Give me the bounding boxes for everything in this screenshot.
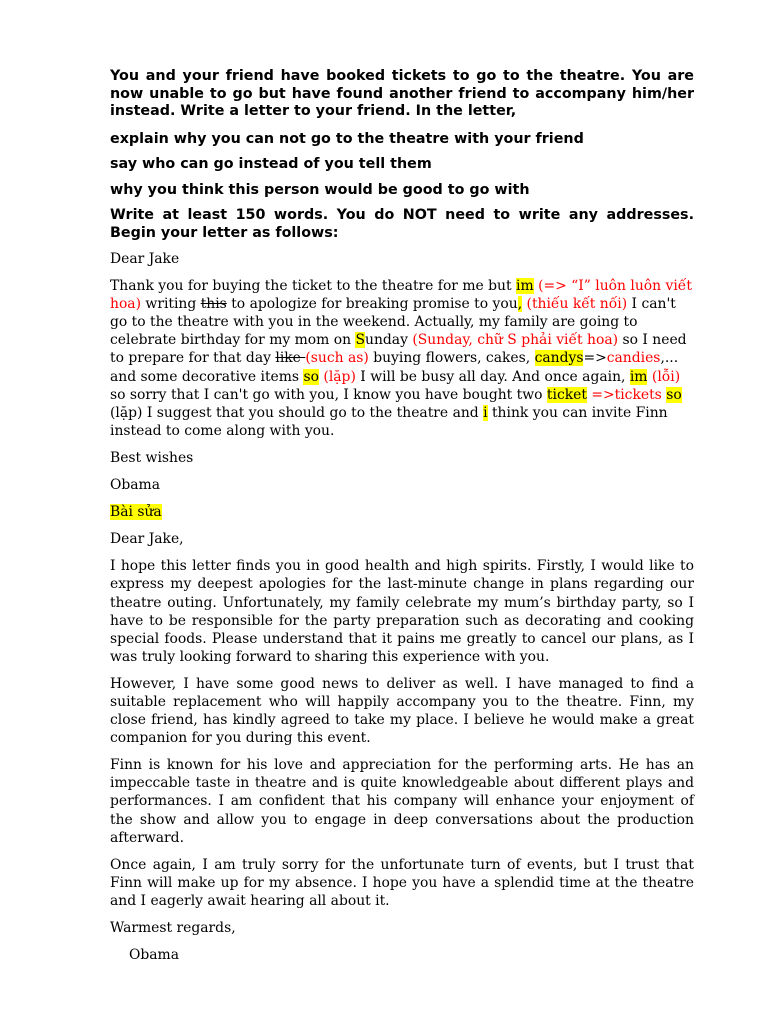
correction-heading-label: Bài sửa xyxy=(110,504,162,521)
correction-note: candies xyxy=(606,350,661,367)
task-point-3: why you think this person would be good to go with xyxy=(110,181,530,198)
task-point-1: explain why you can not go to the theatre with your friend xyxy=(110,130,584,147)
corrected-paragraph-1: I hope this letter finds you in good health and high spirits. Firstly, I would like to express my deepest apologies for the last-minute change in plans regarding our theatre outing. Unfortunately, my family celebrate my mum’s birthday party, so I have to be responsible for the party preparation such as decorating and cooking special foods. Please understand that it pains me greatly to cancel our plans, as I was truly looking forward to sharing this experience with you. xyxy=(110,558,694,665)
error-highlight: im xyxy=(516,278,534,295)
corrected-closing: Warmest regards, xyxy=(110,920,236,936)
document-page xyxy=(110,68,694,973)
struck-word: this xyxy=(200,296,227,313)
task-instruction: Write at least 150 words. You do NOT need to write any addresses. Begin your letter as follows: xyxy=(110,207,694,241)
text-run: to apologize for breaking promise to you xyxy=(226,296,518,313)
error-highlight: , xyxy=(517,296,523,313)
original-greeting: Dear Jake xyxy=(110,251,180,267)
corrected-greeting: Dear Jake, xyxy=(110,531,184,548)
original-letter-body xyxy=(110,277,694,440)
text-run: => xyxy=(583,350,607,367)
error-highlight: i xyxy=(483,404,488,421)
correction-note: (lỗi) xyxy=(651,368,681,385)
struck-word: like xyxy=(275,350,306,367)
corrected-signature: Obama xyxy=(129,947,180,964)
text-run: I can't go to the theatre with you in the weekend. Actually, my family are going to celebrate birthday for my mom on xyxy=(110,296,676,349)
original-closing: Best wishes xyxy=(110,449,194,466)
text-run: so sorry that I can't go with you, I know you have bought two xyxy=(110,386,547,403)
error-highlight: so xyxy=(666,386,682,403)
text-run: ,... and some decorative items xyxy=(110,350,679,385)
corrected-paragraph-3: Finn is known for his love and appreciation for the performing arts. He has an impeccable taste in theatre and is quite knowledgeable about different plays and performances. I am confident that his company will enhance your enjoyment of the show and allow you to engage in deep conversations about the production afterward. xyxy=(110,757,694,846)
text-run: buying flowers, cakes, xyxy=(368,350,535,367)
error-highlight: candys xyxy=(534,350,584,367)
correction-heading xyxy=(110,503,694,521)
correction-note: (lặp) xyxy=(323,368,356,385)
text-run: writing xyxy=(141,296,201,313)
text-run: I will be busy all day. And once again, xyxy=(355,368,630,385)
error-highlight: so xyxy=(303,368,319,385)
task-prompt: You and your friend have booked tickets to go to the theatre. You are now unable to go but have found another friend to accompany him/her instead. Write a letter to your friend. In the letter, xyxy=(110,68,694,119)
text-run: think you can invite Finn instead to come along with you. xyxy=(110,404,668,439)
correction-note: (thiếu kết nối) xyxy=(526,296,628,313)
correction-note: (Sunday, chữ S phải viết hoa) xyxy=(412,332,619,349)
corrected-paragraph-4: Once again, I am truly sorry for the unfortunate turn of events, but I trust that Finn will make up for my absence. I hope you have a splendid time at the theatre and I eagerly await hearing all about it. xyxy=(110,856,694,909)
error-highlight: ticket xyxy=(546,386,587,403)
correction-note: =>tickets xyxy=(591,386,662,403)
text-run: Thank you for buying the ticket to the theatre for me but xyxy=(110,278,517,295)
original-signature: Obama xyxy=(110,477,161,494)
corrected-paragraph-2: However, I have some good news to deliver as well. I have managed to find a suitable replacement who will happily accompany you to the theatre. Finn, my close friend, has kindly agreed to take my place. I believe he would make a great companion for you during this event. xyxy=(110,675,694,747)
correction-note: (such as) xyxy=(305,350,369,367)
text-run: unday xyxy=(365,332,413,349)
text-run: so I need to prepare for that day xyxy=(110,332,687,367)
task-point-2: say who can go instead of you tell them xyxy=(110,156,432,172)
error-highlight: S xyxy=(355,332,366,349)
correction-note: (=> “I” luôn luôn viết hoa) xyxy=(110,278,692,313)
error-highlight: im xyxy=(629,368,648,385)
text-run: (lặp) I suggest that you should go to the theatre and xyxy=(110,404,484,421)
